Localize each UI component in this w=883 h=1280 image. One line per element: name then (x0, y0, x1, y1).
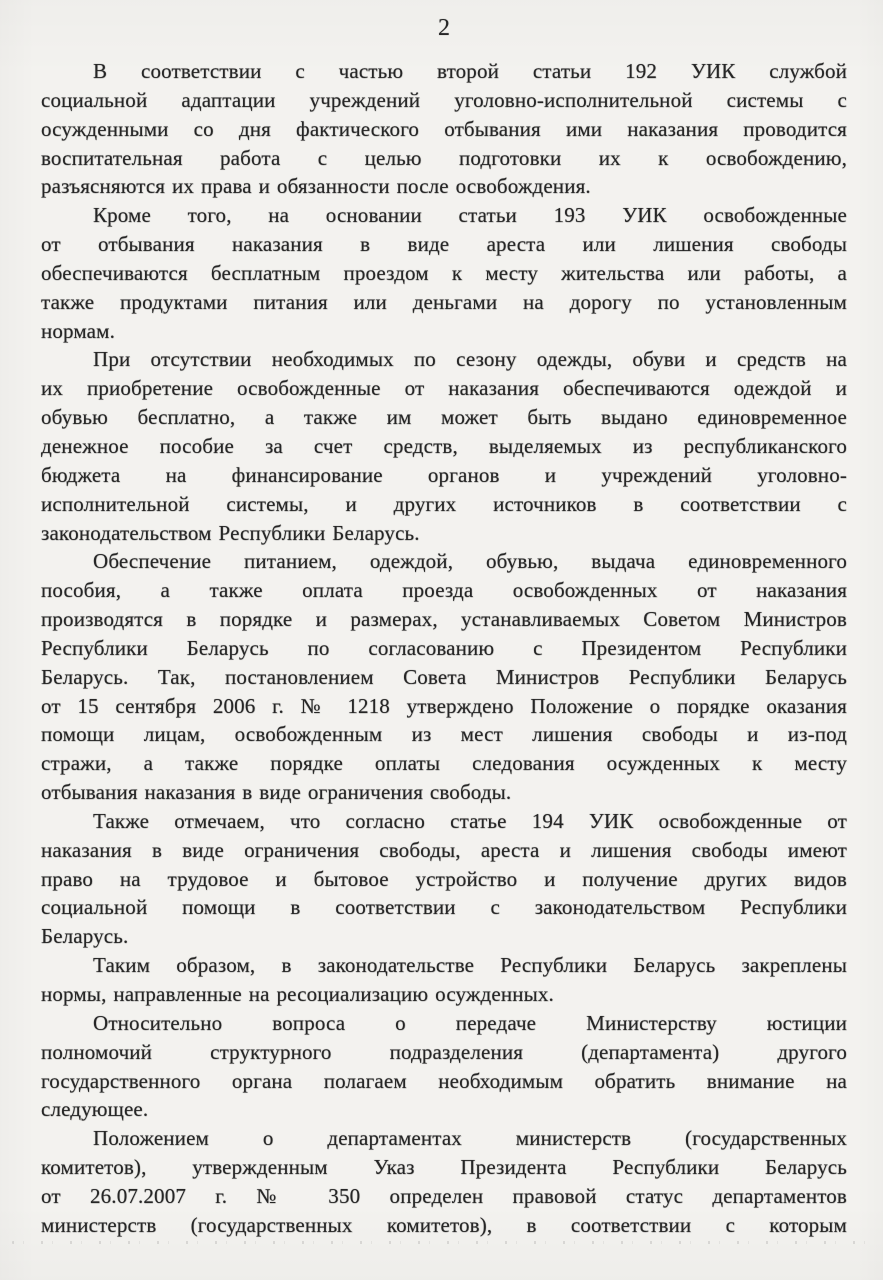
text-line: наказания в виде ограничения свободы, ареста и лишения свободы имеют (41, 837, 847, 862)
text-line: Относительно вопроса о передаче Министерству юстиции (93, 1010, 847, 1035)
text-line: обеспечиваются бесплатным проездом к месту жительства или работы, а (41, 260, 847, 285)
text-line: разъясняются их права и обязанности после освобождения. (41, 174, 591, 199)
text-line: стражи, а также порядке оплаты следования осужденных к месту (41, 751, 847, 776)
text-line: комитетов), утвержденным Указ Президента Республики Беларусь (41, 1155, 847, 1180)
text-line: от отбывания наказания в виде ареста или лишения свободы (41, 232, 847, 257)
text-line: следующее. (41, 1097, 149, 1122)
text-line: Обеспечение питанием, одеждой, обувью, выдача единовременного (93, 549, 847, 574)
paragraph (41, 951, 847, 1009)
scan-artifact (12, 1241, 870, 1244)
paragraph (41, 547, 847, 807)
text-line: полномочий структурного подразделения (департамента) другого (41, 1039, 847, 1064)
document-body (41, 57, 847, 1240)
paragraph (41, 1009, 847, 1124)
text-line: Таким образом, в законодательстве Республики Беларусь закреплены (93, 953, 847, 978)
text-line: Беларусь. (41, 924, 129, 949)
text-line: социальной адаптации учреждений уголовно-исполнительной системы с (41, 87, 847, 112)
text-line: их приобретение освобожденные от наказания обеспечиваются одеждой и (41, 376, 847, 401)
text-line: производятся в порядке и размерах, устанавливаемых Советом Министров (41, 607, 847, 632)
text-line: законодательством Республики Беларусь. (41, 520, 420, 545)
paragraph (41, 807, 847, 951)
text-line: исполнительной системы, и других источников в соответствии с (41, 491, 847, 516)
text-line: обувью бесплатно, а также им может быть выдано единовременное (41, 405, 847, 430)
text-line: отбывания наказания в виде ограничения свободы. (41, 780, 512, 805)
text-line: Кроме того, на основании статьи 193 УИК освобожденные (93, 203, 847, 228)
paragraph (41, 1124, 847, 1239)
text-line: также продуктами питания или деньгами на дорогу по установленным (41, 289, 847, 314)
text-line: При отсутствии необходимых по сезону одежды, обуви и средств на (93, 347, 847, 372)
text-line: осужденными со дня фактического отбывания ими наказания проводится (41, 116, 847, 141)
text-line: В соответствии с частью второй статьи 192 УИК службой (93, 59, 847, 83)
text-line: бюджета на финансирование органов и учреждений уголовно- (41, 462, 847, 487)
text-line: Республики Беларусь по согласованию с Президентом Республики (41, 635, 847, 660)
paragraph (41, 345, 847, 547)
text-line: министерств (государственных комитетов), в соответствии с которым (41, 1212, 847, 1237)
text-line: помощи лицам, освобожденным из мест лишения свободы и из-под (41, 722, 847, 747)
text-line: от 15 сентября 2006 г. № 1218 утверждено Положение о порядке оказания (41, 693, 847, 718)
text-line: Беларусь. Так, постановлением Совета Министров Республики Беларусь (41, 664, 847, 689)
text-line: нормы, направленные на ресоциализацию осужденных. (41, 982, 554, 1006)
text-line: нормам. (41, 318, 115, 343)
text-line: социальной помощи в соответствии с законодательством Республики (41, 895, 847, 920)
page-number: 2 (438, 15, 450, 41)
paragraph (41, 57, 847, 201)
paragraph (41, 201, 847, 345)
text-line: право на трудовое и бытовое устройство и получение других видов (41, 866, 847, 891)
text-line: пособия, а также оплата проезда освобожденных от наказания (41, 578, 847, 603)
text-line: воспитательная работа с целью подготовки их к освобождению, (41, 145, 847, 170)
text-line: Положением о департаментах министерств (государственных (93, 1126, 847, 1151)
text-line: от 26.07.2007 г. № 350 определен правовой статус департаментов (41, 1183, 847, 1208)
text-line: денежное пособие за счет средств, выделяемых из республиканского (41, 433, 847, 458)
text-line: государственного органа полагаем необходимым обратить внимание на (41, 1068, 847, 1093)
text-line: Также отмечаем, что согласно статье 194 УИК освобожденные от (93, 808, 847, 833)
